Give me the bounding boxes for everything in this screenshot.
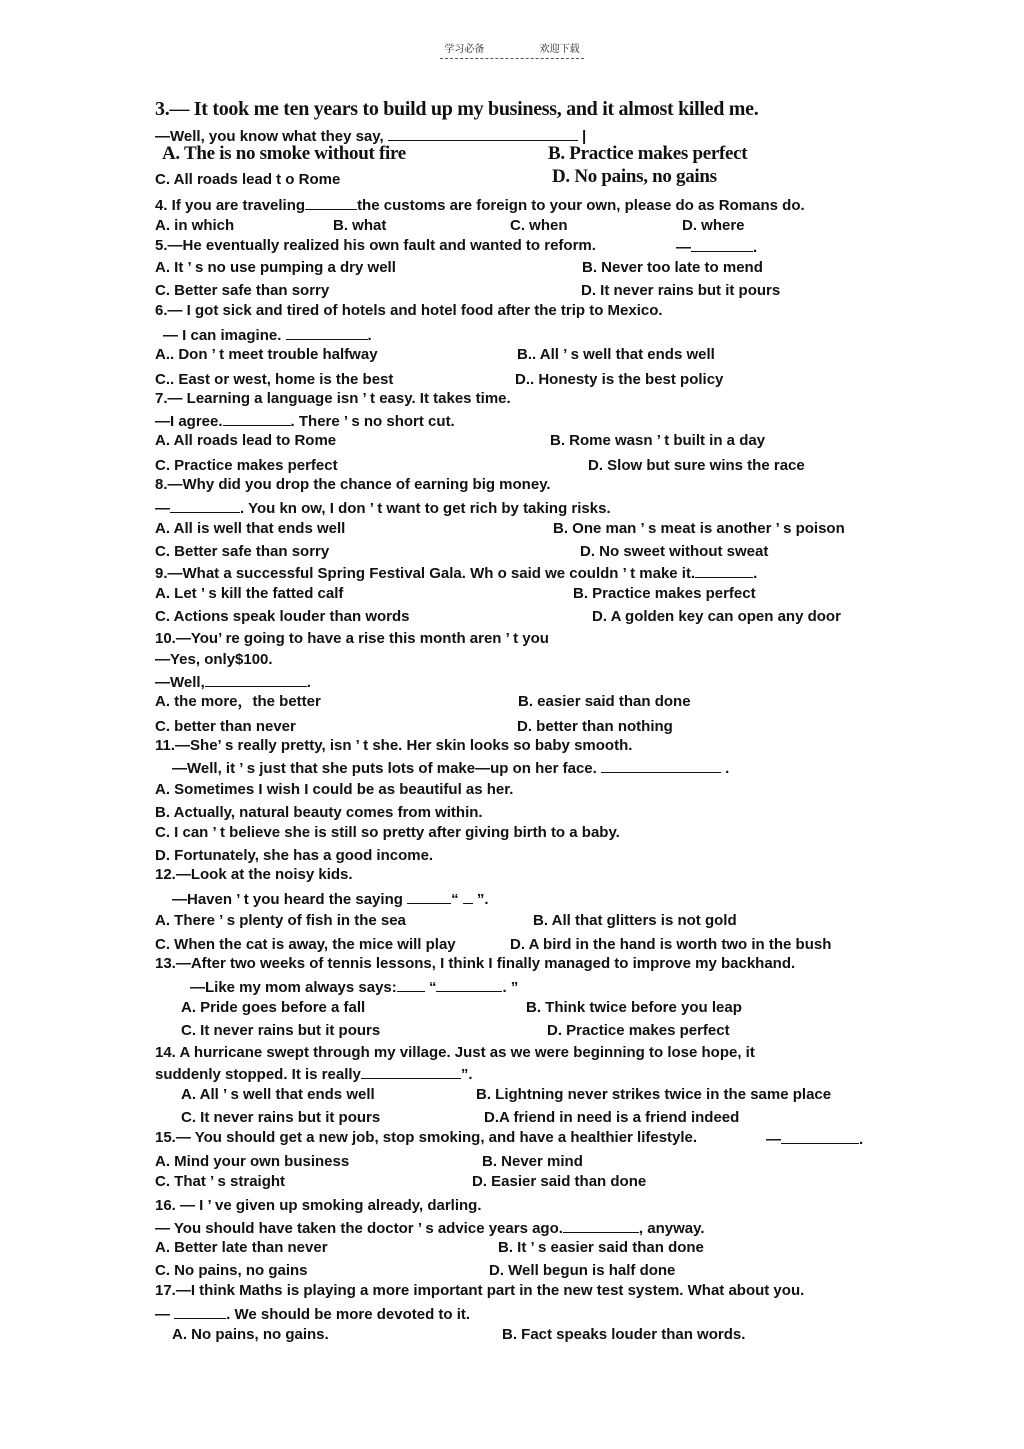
question-6-prompt: 6.— I got sick and tired of hotels and hotel food after the trip to Mexico.	[155, 302, 663, 319]
question-11-prompt: 11.—She’ s really pretty, isn ’ t she. Her skin looks so baby smooth.	[155, 737, 633, 754]
question-15-blank: — .	[766, 1131, 864, 1148]
option-17a: A. No pains, no gains.	[172, 1326, 329, 1343]
question-6-reply: — I can imagine. .	[163, 327, 372, 344]
question-8-reply: — . You kn ow, I don ’ t want to get rich by taking risks.	[155, 500, 611, 517]
option-17b: B. Fact speaks louder than words.	[502, 1326, 746, 1343]
option-8b: B. One man ’ s meat is another ’ s poison	[553, 520, 845, 537]
option-16a: A. Better late than never	[155, 1239, 328, 1256]
question-3-reply: —Well, you know what they say, |	[155, 128, 587, 145]
option-6c: C.. East or west, home is the best	[155, 371, 394, 388]
option-9a: A. Let ’ s kill the fatted calf	[155, 585, 344, 602]
option-12c: C. When the cat is away, the mice will play	[155, 936, 456, 953]
option-3d: D. No pains, no gains	[552, 166, 717, 187]
question-12-reply: —Haven ’ t you heard the saying “ ”.	[172, 891, 489, 908]
option-9d: D. A golden key can open any door	[592, 608, 841, 625]
question-16-prompt: 16. — I ’ ve given up smoking already, darling.	[155, 1197, 482, 1214]
option-16c: C. No pains, no gains	[155, 1262, 308, 1279]
option-4b: B. what	[333, 217, 387, 234]
option-16b: B. It ’ s easier said than done	[498, 1239, 704, 1256]
header-left: 学习必备	[444, 44, 485, 55]
question-14-prompt: 14. A hurricane swept through my village. Just as we were beginning to lose hope, it	[155, 1044, 755, 1061]
option-10a: A. the more，the better	[155, 693, 321, 710]
question-7-reply: —I agree. . There ’ s no short cut.	[155, 413, 455, 430]
option-13a: A. Pride goes before a fall	[181, 999, 366, 1016]
option-3b: B. Practice makes perfect	[548, 143, 748, 164]
option-14a: A. All ’ s well that ends well	[181, 1086, 375, 1103]
option-16d: D. Well begun is half done	[489, 1262, 676, 1279]
option-8c: C. Better safe than sorry	[155, 543, 330, 560]
header-right: 欢迎下载	[539, 44, 580, 55]
question-15-prompt: 15.— You should get a new job, stop smoking, and have a healthier lifestyle.	[155, 1129, 698, 1146]
option-5c: C. Better safe than sorry	[155, 282, 330, 299]
option-10d: D. better than nothing	[517, 718, 673, 735]
header-divider	[440, 58, 584, 59]
option-14c: C. It never rains but it pours	[181, 1109, 381, 1126]
option-12d: D. A bird in the hand is worth two in the bush	[510, 936, 832, 953]
option-13c: C. It never rains but it pours	[181, 1022, 381, 1039]
option-11a: A. Sometimes I wish I could be as beautiful as her.	[155, 781, 514, 798]
option-5d: D. It never rains but it pours	[581, 282, 781, 299]
question-17-prompt: 17.—I think Maths is playing a more important part in the new test system. What about you.	[155, 1282, 805, 1299]
question-4-prompt: 4. If you are traveling the customs are foreign to your own, please do as Romans do.	[155, 197, 805, 214]
question-10-reply: —Yes, only$100.	[155, 651, 273, 668]
question-16-reply: — You should have taken the doctor ’ s advice years ago. , anyway.	[155, 1220, 705, 1237]
question-9-prompt: 9.—What a successful Spring Festival Gala. Wh o said we couldn ’ t make it. .	[155, 565, 758, 582]
option-6d: D.. Honesty is the best policy	[515, 371, 724, 388]
option-4d: D. where	[682, 217, 745, 234]
question-10-prompt: 10.—You’ re going to have a rise this month aren ’ t you	[155, 630, 549, 647]
question-17-reply: — . We should be more devoted to it.	[155, 1306, 471, 1323]
option-12b: B. All that glitters is not gold	[533, 912, 737, 929]
option-14d: D.A friend in need is a friend indeed	[484, 1109, 740, 1126]
question-13-reply: —Like my mom always says: “ . ”	[190, 979, 519, 996]
question-10-reply-2: —Well, .	[155, 674, 311, 691]
option-10c: C. better than never	[155, 718, 296, 735]
option-13d: D. Practice makes perfect	[547, 1022, 730, 1039]
option-8d: D. No sweet without sweat	[580, 543, 769, 560]
option-5a: A. It ’ s no use pumping a dry well	[155, 259, 396, 276]
option-3a: A. The is no smoke without fire	[162, 143, 406, 164]
option-7d: D. Slow but sure wins the race	[588, 457, 805, 474]
option-14b: B. Lightning never strikes twice in the same place	[476, 1086, 832, 1103]
option-15d: D. Easier said than done	[472, 1173, 647, 1190]
question-12-prompt: 12.—Look at the noisy kids.	[155, 866, 353, 883]
option-11c: C. I can ’ t believe she is still so pretty after giving birth to a baby.	[155, 824, 620, 841]
option-8a: A. All is well that ends well	[155, 520, 346, 537]
question-8-prompt: 8.—Why did you drop the chance of earning big money.	[155, 476, 551, 493]
option-11d: D. Fortunately, she has a good income.	[155, 847, 434, 864]
question-3-prompt: 3.— It took me ten years to build up my business, and it almost killed me.	[155, 98, 759, 120]
option-7a: A. All roads lead to Rome	[155, 432, 337, 449]
option-7b: B. Rome wasn ’ t built in a day	[550, 432, 766, 449]
option-15c: C. That ’ s straight	[155, 1173, 286, 1190]
option-6b: B.. All ’ s well that ends well	[517, 346, 715, 363]
option-15b: B. Never mind	[482, 1153, 583, 1170]
option-12a: A. There ’ s plenty of fish in the sea	[155, 912, 406, 929]
question-14-prompt-2: suddenly stopped. It is really ”.	[155, 1066, 473, 1083]
question-5-blank: — .	[676, 239, 758, 256]
option-11b: B. Actually, natural beauty comes from within.	[155, 804, 483, 821]
option-4c: C. when	[510, 217, 568, 234]
option-6a: A.. Don ’ t meet trouble halfway	[155, 346, 378, 363]
option-9b: B. Practice makes perfect	[573, 585, 756, 602]
option-5b: B. Never too late to mend	[582, 259, 763, 276]
question-5-prompt: 5.—He eventually realized his own fault and wanted to reform.	[155, 237, 596, 254]
option-15a: A. Mind your own business	[155, 1153, 350, 1170]
page-header	[0, 40, 1024, 55]
option-3c: C. All roads lead t o Rome	[155, 171, 341, 188]
question-11-reply: —Well, it ’ s just that she puts lots of make—up on her face. .	[172, 760, 730, 777]
option-4a: A. in which	[155, 217, 235, 234]
option-9c: C. Actions speak louder than words	[155, 608, 410, 625]
option-10b: B. easier said than done	[518, 693, 691, 710]
option-7c: C. Practice makes perfect	[155, 457, 338, 474]
question-13-prompt: 13.—After two weeks of tennis lessons, I think I finally managed to improve my backhand.	[155, 955, 796, 972]
question-7-prompt: 7.— Learning a language isn ’ t easy. It takes time.	[155, 390, 511, 407]
option-13b: B. Think twice before you leap	[526, 999, 742, 1016]
